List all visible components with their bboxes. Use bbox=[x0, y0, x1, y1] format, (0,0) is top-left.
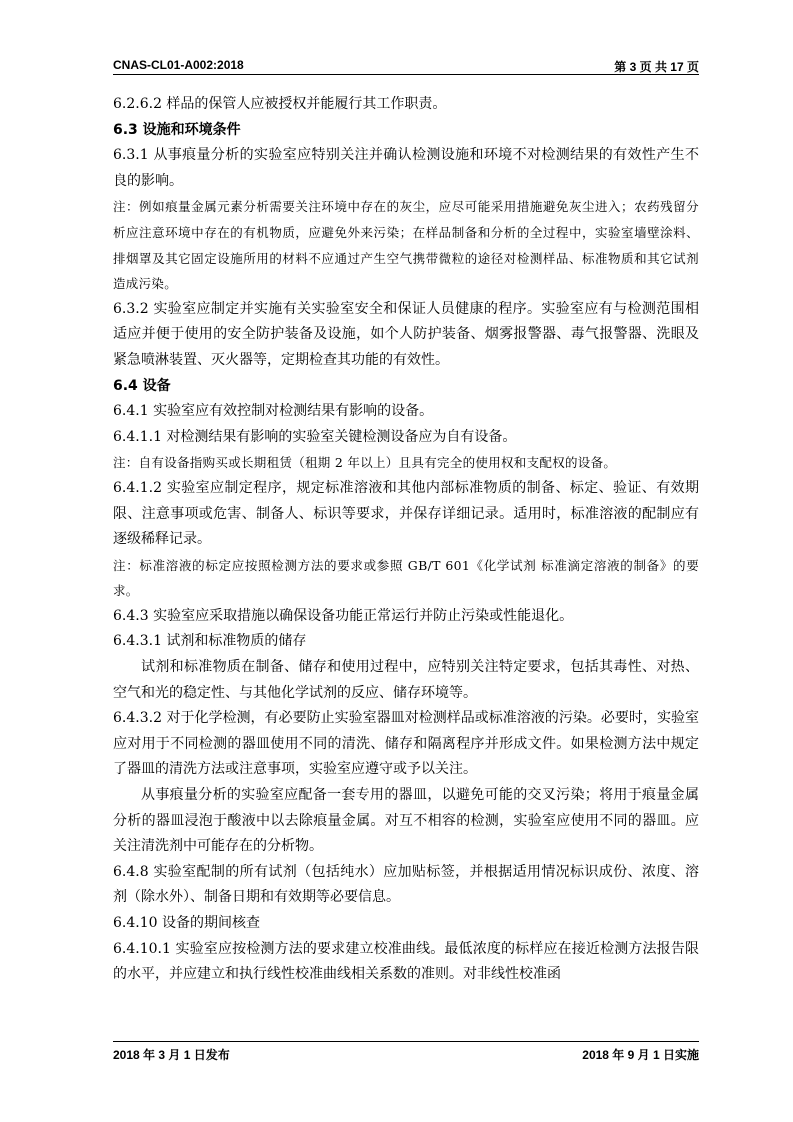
document-body bbox=[113, 92, 699, 988]
header-divider bbox=[113, 74, 699, 75]
page-footer bbox=[113, 1046, 699, 1066]
clause-6-4-1: 6.4.1 实验室应有效控制对检测结果有影响的设备。 bbox=[113, 403, 434, 420]
note-6-3-1: 注：例如痕量金属元素分析需要关注环境中存在的灰尘，应尽可能采用措施避免灰尘进入；农药残留分析应注意环境中存在的有机物质，应避免外来污染；在样品制备和分析的全过程中，实验室墙壁涂料、排烟罩及其它固定设施所用的材料不应通过产生空气携带微粒的途径对检测样品、标准物质和其它试剂造成污染。 bbox=[113, 199, 699, 292]
clause-6-4-3-1: 6.4.3.1 试剂和标准物质的储存 bbox=[113, 633, 307, 650]
note-6-4-1-1: 注：自有设备指购买或长期租赁（租期 2 年以上）且具有完全的使用权和支配权的设备。 bbox=[113, 455, 617, 471]
clause-6-4-3-2-body: 从事痕量分析的实验室应配备一套专用的器皿，以避免可能的交叉污染；将用于痕量金属分析的器皿浸泡于酸液中以去除痕量金属。对互不相容的检测，实验室应使用不同的器皿。应关注清洗剂中可能存在的分析物。 bbox=[113, 787, 699, 855]
section-heading-6-3: 6.3 设施和环境条件 bbox=[113, 121, 241, 138]
clause-6-3-1: 6.3.1 从事痕量分析的实验室应特别关注并确认检测设施和环境不对检测结果的有效性产生不良的影响。 bbox=[113, 147, 699, 189]
footer-divider bbox=[113, 1041, 699, 1042]
document-code: CNAS-CL01-A002:2018 bbox=[113, 58, 244, 72]
page-number: 第 3 页 共 17 页 bbox=[614, 60, 699, 74]
publish-date: 2018 年 3 月 1 日发布 bbox=[113, 1048, 230, 1062]
clause-6-4-1-1: 6.4.1.1 对检测结果有影响的实验室关键检测设备应为自有设备。 bbox=[113, 428, 517, 445]
clause-6-4-3-2: 6.4.3.2 对于化学检测，有必要防止实验室器皿对检测样品或标准溶液的污染。必要时，实验室应对用于不同检测的器皿使用不同的清洗、储存和隔离程序并形成文件。如果检测方法中规定了器皿的清洗方法或注意事项，实验室应遵守或予以关注。 bbox=[113, 710, 699, 778]
clause-6-2-6-2: 6.2.6.2 样品的保管人应被授权并能履行其工作职责。 bbox=[113, 96, 447, 112]
clause-6-4-10-1: 6.4.10.1 实验室应按检测方法的要求建立校准曲线。最低浓度的标样应在接近检测方法报告限的水平，并应建立和执行线性校准曲线相关系数的准则。对非线性校准函 bbox=[113, 940, 699, 983]
note-6-4-1-2: 注：标准溶液的标定应按照检测方法的要求或参照 GB/T 601《化学试剂 标准滴定溶液的制备》的要求。 bbox=[113, 557, 699, 599]
clause-6-3-2: 6.3.2 实验室应制定并实施有关实验室安全和保证人员健康的程序。实验室应有与检测范围相适应并便于使用的安全防护装备及设施，如个人防护装备、烟雾报警器、毒气报警器、洗眼及紧急喷淋装置、灭火器等，定期检查其功能的有效性。 bbox=[113, 300, 699, 368]
page-header bbox=[113, 54, 699, 76]
clause-6-4-8: 6.4.8 实验室配制的所有试剂（包括纯水）应加贴标签，并根据适用情况标识成份、浓度、溶剂（除水外）、制备日期和有效期等必要信息。 bbox=[113, 863, 699, 906]
effective-date: 2018 年 9 月 1 日实施 bbox=[582, 1048, 699, 1062]
clause-6-4-3-1-body: 试剂和标准物质在制备、储存和使用过程中，应特别关注特定要求，包括其毒性、对热、空气和光的稳定性、与其他化学试剂的反应、储存环境等。 bbox=[113, 659, 699, 701]
clause-6-4-1-2: 6.4.1.2 实验室应制定程序，规定标准溶液和其他内部标准物质的制备、标定、验证、有效期限、注意事项或危害、制备人、标识等要求，并保存详细记录。适用时，标准溶液的配制应有逐级稀释记录。 bbox=[113, 479, 699, 548]
section-heading-6-4: 6.4 设备 bbox=[113, 377, 171, 394]
clause-6-4-3: 6.4.3 实验室应采取措施以确保设备功能正常运行并防止污染或性能退化。 bbox=[113, 607, 574, 624]
clause-6-4-10: 6.4.10 设备的期间核查 bbox=[113, 915, 260, 931]
